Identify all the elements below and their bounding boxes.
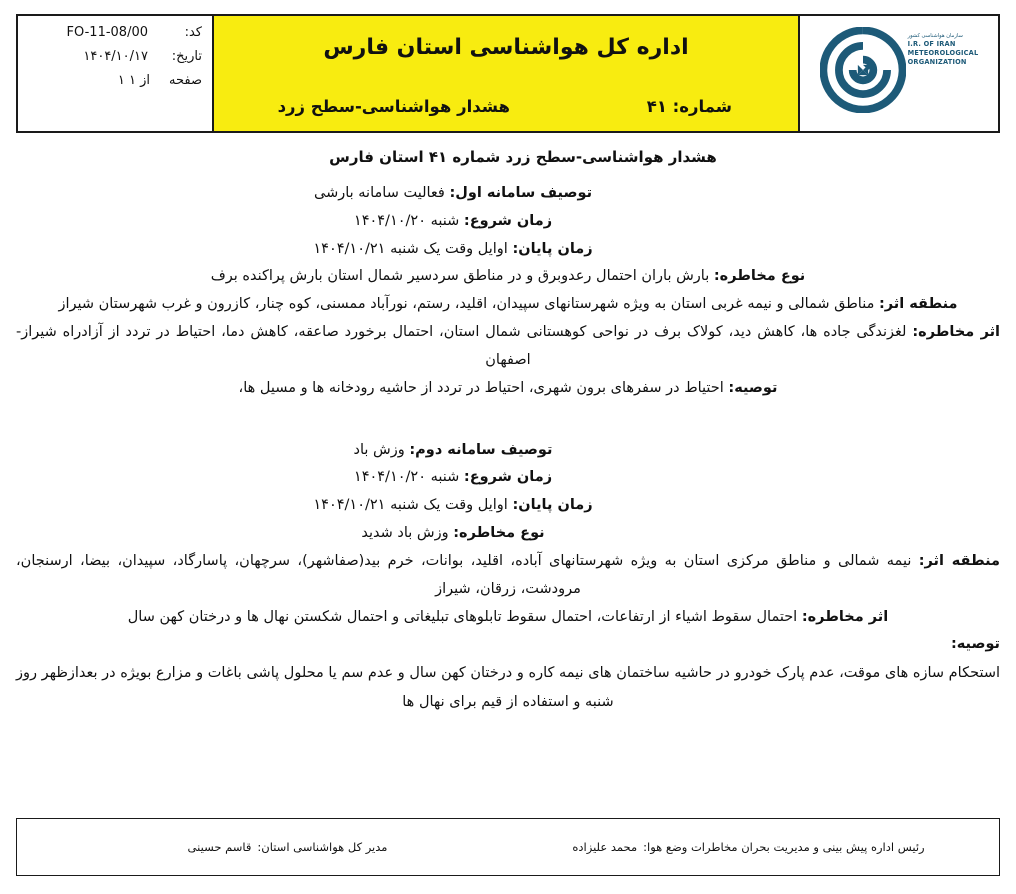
footer-forecast-chief-role: رئیس اداره پیش بینی و مدیریت بحران مخاطرات وضع هوا: [643,840,925,854]
system-two-end-value: اوایل وقت یک شنبه ۱۴۰۴/۱۰/۲۱ [313,497,508,514]
system-one-advice-value: احتیاط در سفرهای برون شهری، احتیاط در تردد از حاشیه رودخانه ها و مسیل ها، [238,379,724,396]
footer-director-general-role: مدیر کل هواشناسی استان: [257,840,388,854]
logo-line-3: ORGANIZATION [907,57,967,66]
header-meta-cell [18,16,212,131]
system-two-area-label: منطقه اثر: [918,552,1000,569]
system-two-area-value: نیمه شمالی و مناطق مرکزی استان به ویژه شهرستانهای آباده، اقلید، بوانات، خرم بید(صفاشهر)، سرچهان، پاسارگاد، سپیدان، بیضا، ارسنجان، مرودشت، زرقان، شیراز [16,552,912,597]
system-two-description-label: توصیف سامانه دوم: [409,441,553,458]
system-one-end-label: زمان پایان: [512,240,593,257]
footer-forecast-chief [518,840,999,854]
system-one-end-line [16,236,1000,264]
system-one-advice-line [16,375,1000,403]
system-one-description-value: فعالیت سامانه بارشی [313,185,445,201]
system-two-advice-label: توصیه: [950,636,1000,653]
document-footer-table [16,818,1000,876]
system-one-block [16,180,1000,403]
system-two-hazard-line [16,520,1000,548]
system-two-effect-line [16,604,1000,632]
logo-wrap [820,27,979,113]
section-spacer [16,403,1000,437]
meta-page-value: ۱ از ۱ [117,73,150,88]
system-one-advice-label: توصیه: [728,379,778,396]
document-header-table [16,14,1000,133]
system-two-effect-label: اثر مخاطره: [801,608,889,625]
logo-text-block [908,27,979,66]
meta-date-row [28,49,202,64]
meta-date-label: تاریخ: [171,49,202,64]
system-one-area-value: مناطق شمالی و نیمه غربی استان به ویژه شهرستانهای سپیدان، اقلید، رستم، نورآباد ممسنی، کوه چنار، کازرون و غرب شهرستان شیراز [58,296,875,313]
system-two-effect-value: احتمال سقوط اشیاء از ارتفاعات، احتمال سقوط تابلوهای تبلیغاتی و احتمال شکستن نهال ها و درختان کهن سال [127,608,798,625]
system-one-hazard-label: نوع مخاطره: [713,268,806,285]
system-one-description-label: توصیف سامانه اول: [449,185,593,201]
organization-logo-cell [798,16,998,131]
system-two-hazard-value: وزش باد شدید [361,525,449,542]
footer-director-general [17,840,518,854]
system-two-hazard-label: نوع مخاطره: [453,525,545,542]
meta-code-row [28,25,202,40]
system-one-end-value: اوایل وقت یک شنبه ۱۴۰۴/۱۰/۲۱ [313,240,508,257]
system-two-advice-value: استحکام سازه های موقت، عدم پارک خودرو در حاشیه ساختمان های نیمه کاره و درختان کهن سال و عدم سم یا محلول پاشی باغات و مزارع بویژه در بعدازظهر روز شنبه و استفاده از قیم برای نهال ها [16,665,1000,710]
footer-forecast-chief-name: محمد علیزاده [572,840,638,854]
logo-line-2: METEOROLOGICAL [907,48,979,57]
header-subtitle-row [214,79,798,131]
system-one-area-line [16,291,1000,319]
system-two-end-label: زمان پایان: [512,497,593,514]
system-two-block [16,437,1000,716]
system-one-start-value: شنبه ۱۴۰۴/۱۰/۲۰ [353,212,460,229]
system-one-effect-value: لغزندگی جاده ها، کاهش دید، کولاک برف در نواحی کوهستانی شمال استان، احتمال برخورد صاعقه، کاهش دما، احتیاط در تردد از آزادراه شیراز-اصفهان [16,324,907,368]
footer-director-general-name: قاسم حسینی [187,840,252,854]
system-one-start-line [16,208,1000,236]
meta-code-value: FO-11-08/00 [66,25,148,40]
meta-code-label: کد: [184,25,202,40]
system-two-start-label: زمان شروع: [463,469,553,486]
meta-date-value: ۱۴۰۴/۱۰/۱۷ [83,49,148,64]
meta-page-label: صفحه [169,73,202,88]
document-body [16,148,1000,716]
header-title-cell [212,16,798,131]
system-one-start-label: زمان شروع: [463,212,553,229]
system-one-hazard-value: بارش باران احتمال رعدوبرق و در مناطق سردسیر شمال استان بارش پراکنده برف [210,268,710,285]
document-heading-text: هشدار هواشناسی-سطح زرد شماره ۴۱ استان فارس [329,148,717,166]
system-one-description-line [16,180,1000,208]
meteorological-spiral-logo-icon [820,27,906,113]
document-heading [16,148,1000,166]
meta-page-row [28,73,202,88]
system-one-effect-line [16,319,1000,375]
system-two-start-value: شنبه ۱۴۰۴/۱۰/۲۰ [353,469,460,486]
system-one-area-label: منطقه اثر: [878,296,958,313]
system-two-advice-label-line [16,631,1000,659]
logo-org-name-fa: سازمان هواشناسی کشور [907,32,963,39]
warning-level-title: هشدار هواشناسی-سطح زرد [277,97,510,116]
page-title: اداره کل هواشناسی استان فارس [323,35,689,60]
system-one-hazard-line [16,263,1000,291]
system-two-end-line [16,492,1000,520]
system-one-effect-label: اثر مخاطره: [912,324,1001,341]
system-two-start-line [16,464,1000,492]
system-two-description-line [16,437,1000,465]
warning-number: شماره: ۴۱ [646,97,732,116]
system-two-area-line [16,548,1000,604]
logo-line-1: I.R. OF IRAN [907,39,956,48]
system-two-description-value: وزش باد [353,441,405,458]
